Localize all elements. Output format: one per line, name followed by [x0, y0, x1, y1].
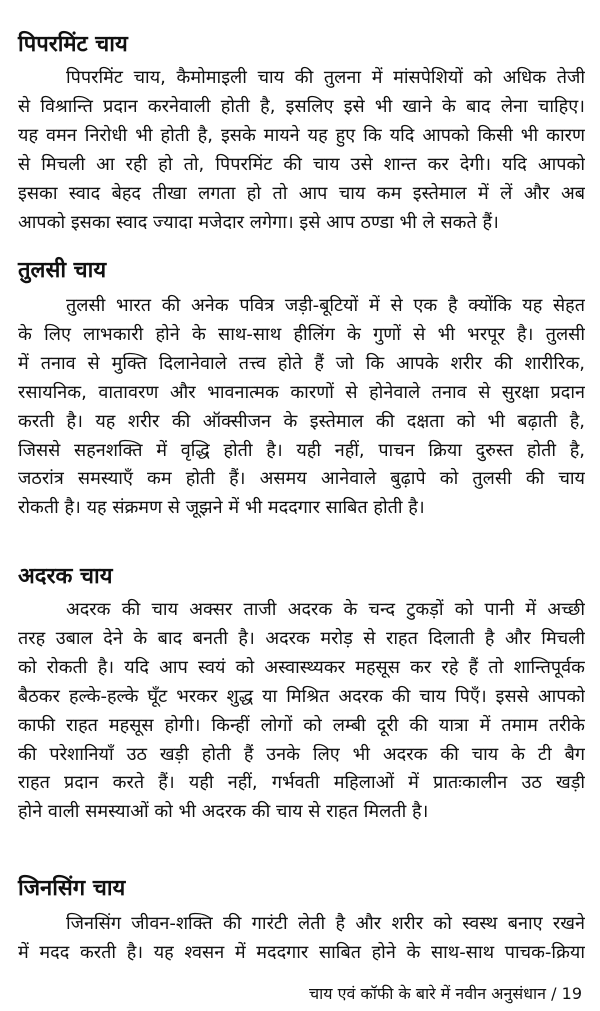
paragraph-line: के लिए लाभकारी होने के साथ-साथ हीलिंग के गुणों से भी भरपूर है। तुलसी	[18, 323, 585, 345]
paragraph-line: से विश्रान्ति प्रदान करनेवाली होती है, इसलिए इसे भी खाने के बाद लेना चाहिए।	[18, 95, 585, 117]
paragraph-line: जिससे सहनशक्ति में वृद्धि होती है। यही नहीं, पाचन क्रिया दुरुस्त होती है,	[18, 439, 585, 461]
paragraph-line: जठरांत्र समस्याएँ कम होती हैं। असमय आनेवाले बुढ़ापे को तुलसी की चाय	[18, 468, 585, 490]
paragraph-line: पिपरमिंट चाय, कैमोमाइली चाय की तुलना में मांसपेशियों को अधिक तेजी	[66, 67, 585, 88]
page-number: 19	[561, 984, 582, 1003]
paragraph-line: की परेशानियाँ उठ खड़ी होती हैं उनके लिए भी अदरक की चाय के टी बैग	[18, 743, 585, 765]
paragraph-line: में मदद करती है। यह श्वसन में मददगार साबित होने के साथ-साथ पाचक-क्रिया	[18, 941, 585, 963]
section-heading: अदरक चाय	[18, 564, 113, 589]
paragraph-line: रसायनिक, वातावरण और भावनात्मक कारणों से होनेवाले तनाव से सुरक्षा प्रदान	[18, 381, 585, 403]
paragraph-line: तुलसी भारत की अनेक पवित्र जड़ी-बूटियों में से एक है क्योंकि यह सेहत	[66, 295, 585, 316]
paragraph-line: होने वाली समस्याओं को भी अदरक की चाय से राहत मिलती है।	[18, 801, 429, 823]
paragraph-line: करती है। यह शरीर की ऑक्सीजन के इस्तेमाल की दक्षता को भी बढ़ाती है,	[18, 410, 585, 432]
section-heading: पिपरमिंट चाय	[18, 32, 128, 57]
paragraph-line: यह वमन निरोधी भी होती है, इसके मायने यह हुए कि यदि आपको किसी भी कारण	[18, 124, 585, 146]
paragraph-line: राहत प्रदान करते हैं। यही नहीं, गर्भवती महिलाओं में प्रातःकालीन उठ खड़ी	[18, 772, 585, 794]
page-footer	[309, 982, 582, 1004]
paragraph-line: जिनसिंग जीवन-शक्ति की गारंटी लेती है और शरीर को स्वस्थ बनाए रखने	[66, 913, 585, 934]
paragraph-line: से मिचली आ रही हो तो, पिपरमिंट की चाय उसे शान्त कर देगी। यदि आपको	[18, 153, 585, 175]
paragraph-line: में तनाव से मुक्ति दिलानेवाले तत्त्व होते हैं जो कि आपके शरीर की शारीरिक,	[18, 352, 585, 374]
paragraph-line: काफी राहत महसूस होगी। किन्हीं लोगों को लम्बी दूरी की यात्रा में तमाम तरीके	[18, 714, 585, 736]
paragraph-line: को रोकती है। यदि आप स्वयं को अस्वास्थ्यकर महसूस कर रहे हैं तो शान्तिपूर्वक	[18, 656, 585, 678]
footer-separator: /	[551, 984, 557, 1003]
section-heading: जिनसिंग चाय	[18, 876, 126, 901]
paragraph-line: आपको इसका स्वाद ज्यादा मजेदार लगेगा। इसे आप ठण्डा भी ले सकते हैं।	[18, 211, 499, 233]
paragraph-line: तरह उबाल देने के बाद बनती है। अदरक मरोड़ से राहत दिलाती है और मिचली	[18, 627, 585, 649]
paragraph-line: इसका स्वाद बेहद तीखा लगता हो तो आप चाय कम इस्तेमाल में लें और अब	[18, 182, 585, 204]
footer-book-title: चाय एवं कॉफी के बारे में नवीन अनुसंधान	[308, 984, 547, 1003]
paragraph-line: अदरक की चाय अक्सर ताजी अदरक के चन्द टुकड़ों को पानी में अच्छी	[66, 599, 585, 620]
section-heading: तुलसी चाय	[18, 258, 107, 283]
paragraph-line: रोकती है। यह संक्रमण से जूझने में भी मददगार साबित होती है।	[18, 497, 425, 519]
paragraph-line: बैठकर हल्के-हल्के घूँट भरकर शुद्ध या मिश्रित अदरक की चाय पिएँ। इससे आपको	[18, 685, 585, 707]
